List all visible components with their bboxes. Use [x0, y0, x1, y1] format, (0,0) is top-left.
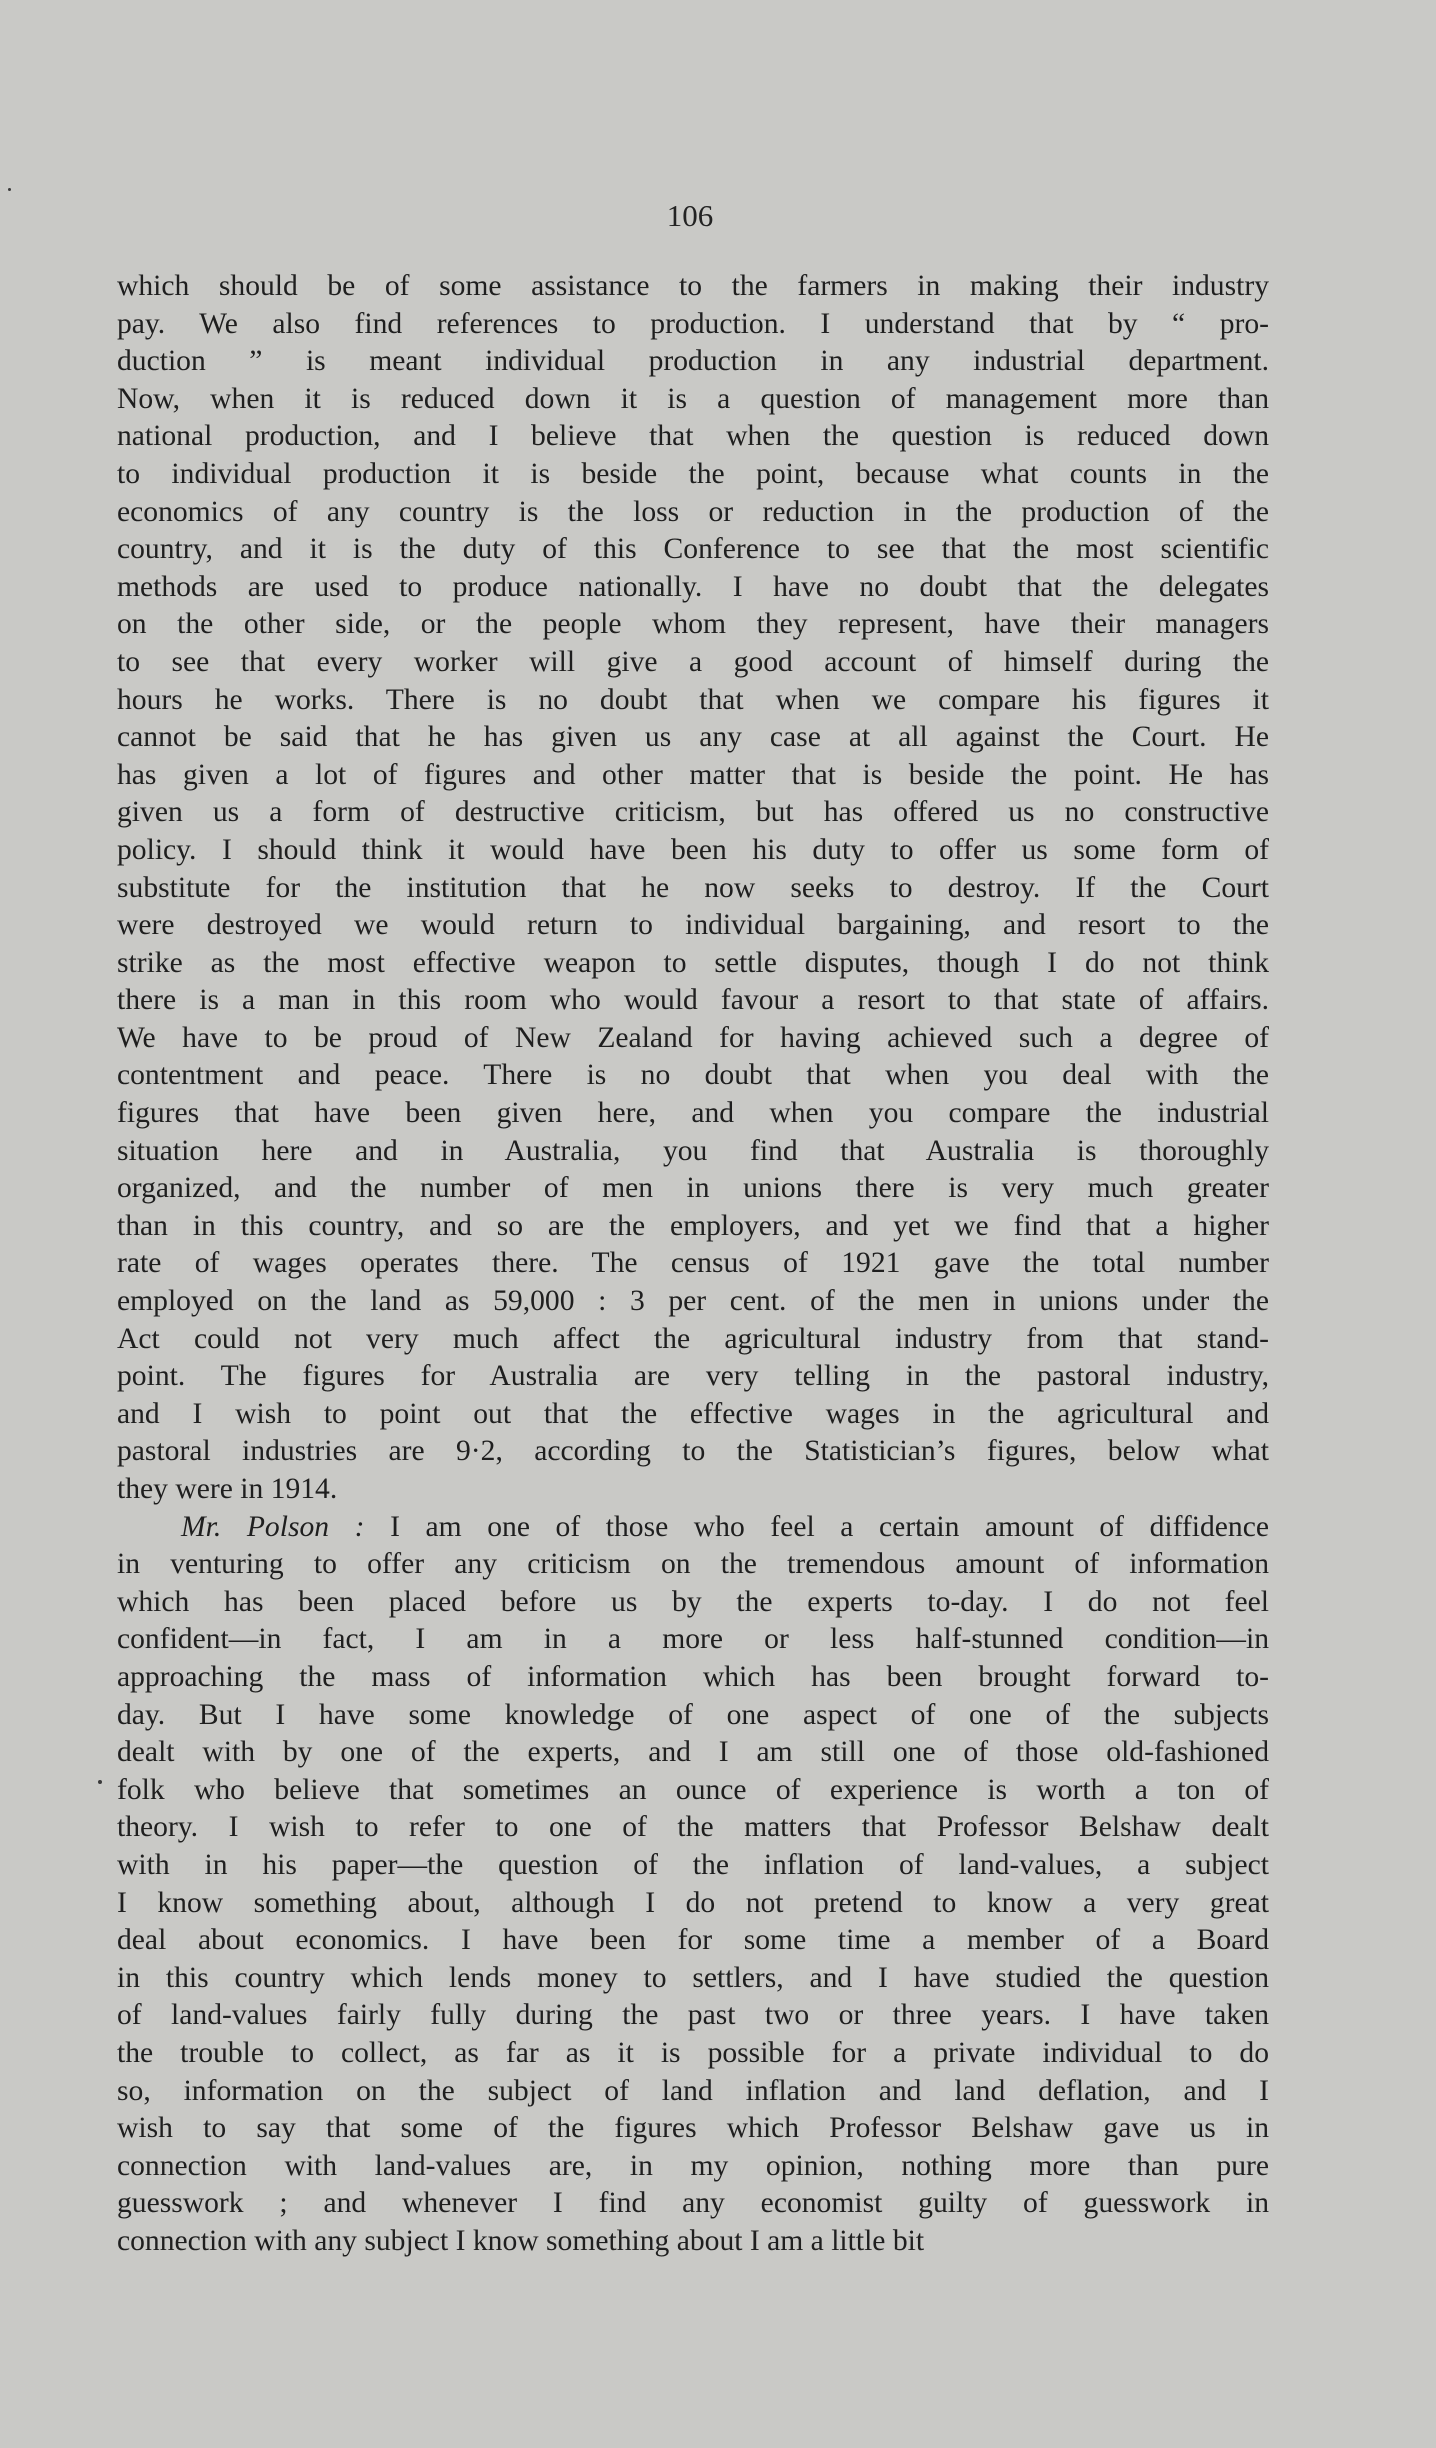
text-line: figures that have been given here, and when you compare the industrial [117, 1097, 1269, 1130]
body-text [117, 268, 1269, 2260]
text-line: to see that every worker will give a good account of himself during the [117, 645, 1269, 678]
text-line: substitute for the institution that he now seeks to destroy. If the Court [117, 871, 1269, 904]
text-line: economics of any country is the loss or reduction in the production of the [117, 495, 1269, 528]
text-line: to individual production it is beside the point, because what counts in the [117, 457, 1269, 490]
text-line: has given a lot of figures and other matter that is beside the point. He has [117, 758, 1269, 791]
text-line: dealt with by one of the experts, and I am still one of those old-fashioned [117, 1736, 1269, 1769]
text-line: so, information on the subject of land inflation and land deflation, and I [117, 2074, 1269, 2107]
text-line: We have to be proud of New Zealand for having achieved such a degree of [117, 1021, 1269, 1054]
text-line: point. The figures for Australia are very telling in the pastoral industry, [117, 1360, 1269, 1393]
text-line: pastoral industries are 9·2, according to the Statistician’s figures, below what [117, 1435, 1269, 1468]
text-line: with in his paper—the question of the inflation of land-values, a subject [117, 1848, 1269, 1881]
text-line: confident—in fact, I am in a more or less half-stunned condition—in [117, 1623, 1269, 1656]
text-line: there is a man in this room who would favour a resort to that state of affairs. [117, 984, 1269, 1017]
text-line: connection with land-values are, in my opinion, nothing more than pure [117, 2149, 1269, 2182]
text-line: on the other side, or the people whom they represent, have their managers [117, 608, 1269, 641]
text-line: than in this country, and so are the employers, and yet we find that a higher [117, 1209, 1269, 1242]
text-line: guesswork ; and whenever I find any economist guilty of guesswork in [117, 2187, 1269, 2220]
text-line: of land-values fairly fully during the past two or three years. I have taken [117, 1999, 1269, 2032]
text-line: deal about economics. I have been for some time a member of a Board [117, 1924, 1269, 1957]
text-line: situation here and in Australia, you find that Australia is thoroughly [117, 1134, 1269, 1167]
text-line: methods are used to produce nationally. I have no doubt that the delegates [117, 570, 1269, 603]
text-line: policy. I should think it would have been his duty to offer us some form of [117, 833, 1269, 866]
text-line: which should be of some assistance to the farmers in making their industry [117, 270, 1269, 302]
text-line: Act could not very much affect the agricultural industry from that stand- [117, 1322, 1269, 1355]
text-line: and I wish to point out that the effective wages in the agricultural and [117, 1397, 1269, 1430]
text-line: in this country which lends money to settlers, and I have studied the question [117, 1961, 1269, 1994]
paragraph-delegate-speech [117, 268, 1269, 1509]
text-line: duction ” is meant individual production in any industrial department. [117, 345, 1269, 378]
text-line: which has been placed before us by the experts to-day. I do not feel [117, 1585, 1269, 1618]
text-line: organized, and the number of men in unions there is very much greater [117, 1172, 1269, 1205]
text-line: country, and it is the duty of this Conference to see that the most scientific [117, 533, 1269, 566]
speaker-name: Mr. Polson : [181, 1510, 365, 1543]
margin-mark [8, 188, 11, 191]
text-line: strike as the most effective weapon to settle disputes, though I do not think [117, 946, 1269, 979]
text-line: the trouble to collect, as far as it is possible for a private individual to do [117, 2036, 1269, 2069]
text-line: day. But I have some knowledge of one aspect of one of the subjects [117, 1698, 1269, 1731]
text-line: wish to say that some of the figures which Professor Belshaw gave us in [117, 2112, 1269, 2145]
text-line: they were in 1914. [117, 1473, 338, 1505]
text-line: contentment and peace. There is no doubt that when you deal with the [117, 1059, 1269, 1092]
text-line: national production, and I believe that when the question is reduced down [117, 420, 1269, 453]
page-number: 106 [666, 198, 714, 233]
text-line: Now, when it is reduced down it is a question of management more than [117, 382, 1269, 415]
text-line: given us a form of destructive criticism, but has offered us no constructive [117, 796, 1269, 829]
text-line: hours he works. There is no doubt that when we compare his figures it [117, 683, 1269, 716]
speech-opening: I am one of those who feel a certain amount of diffidence [364, 1510, 1269, 1543]
text-line: were destroyed we would return to individual bargaining, and resort to the [117, 909, 1269, 942]
text-line: theory. I wish to refer to one of the matters that Professor Belshaw dealt [117, 1811, 1269, 1844]
margin-mark [98, 1780, 102, 1784]
text-line [117, 1509, 1269, 1547]
text-line: in venturing to offer any criticism on the tremendous amount of information [117, 1548, 1269, 1581]
text-line: approaching the mass of information which has been brought forward to- [117, 1660, 1269, 1693]
text-line: employed on the land as 59,000 : 3 per cent. of the men in unions under the [117, 1285, 1269, 1318]
text-line: cannot be said that he has given us any case at all against the Court. He [117, 721, 1269, 754]
text-line: folk who believe that sometimes an ounce of experience is worth a ton of [117, 1773, 1269, 1806]
text-line: rate of wages operates there. The census of 1921 gave the total number [117, 1247, 1269, 1280]
text-line: connection with any subject I know something about I am a little bit [117, 2224, 925, 2257]
paragraph-polson-speech [117, 1509, 1269, 2261]
text-line: pay. We also find references to production. I understand that by “ pro- [117, 307, 1269, 340]
text-line: I know something about, although I do not pretend to know a very great [117, 1886, 1269, 1919]
